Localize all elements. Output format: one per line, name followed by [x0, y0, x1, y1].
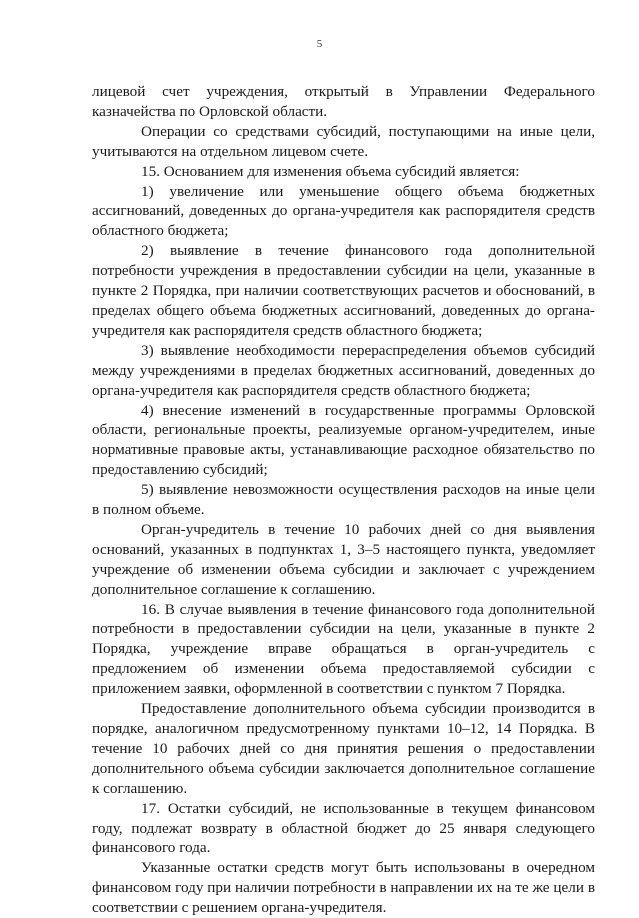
paragraph-continuation: лицевой счет учреждения, открытый в Управлении Федерального казначейства по Орловской области. — [92, 83, 595, 120]
document-body — [92, 82, 595, 918]
paragraph-remaining-funds: Указанные остатки средств могут быть использованы в очередном финансовом году при наличии потребности в направлении их на те же цели в соответствии с решением органа-учредителя. — [92, 859, 595, 917]
paragraph-clause-17: 17. Остатки субсидий, не использованные в текущем финансовом году, подлежат возврату в областной бюджет до 25 января следующего финансового года. — [92, 799, 595, 857]
paragraph-item-3: 3) выявление необходимости перераспределения объемов субсидий между учреждениями в пределах бюджетных ассигнований, доведенных до органа-учредителя как распорядителя средств областного бюджета; — [92, 341, 595, 399]
paragraph-notification: Орган-учредитель в течение 10 рабочих дней со дня выявления оснований, указанных в подпунктах 1, 3–5 настоящего пункта, уведомляет учреждение об изменении объема субсидии и заключает с учреждением дополнительное соглашение к соглашению. — [92, 520, 595, 598]
page-number: 5 — [316, 38, 323, 50]
paragraph-item-4: 4) внесение изменений в государственные программы Орловской области, региональные проекты, реализуемые органом-учредителем, иные нормативные правовые акты, устанавливающие расходное обязательство по предоставлению субсидий; — [92, 401, 595, 479]
paragraph-clause-16: 16. В случае выявления в течение финансового года дополнительной потребности в предоставлении субсидии на цели, указанные в пункте 2 Порядка, учреждение вправе обращаться в орган-учредитель с предложением об изменении объема предоставляемой субсидии с приложением заявки, оформленной в соответствии с пунктом 7 Порядка. — [92, 600, 595, 698]
paragraph-item-2: 2) выявление в течение финансового года дополнительной потребности учреждения в предоставлении субсидии на цели, указанные в пункте 2 Порядка, при наличии соответствующих расчетов и обоснований, в пределах общего объема бюджетных ассигнований, доведенных до органа-учредителя как распорядителя средств областного бюджета; — [92, 242, 595, 339]
paragraph-additional-volume: Предоставление дополнительного объема субсидии производится в порядке, аналогичном предусмотренному пунктами 10–12, 14 Порядка. В течение 10 рабочих дней со дня принятия решения о предоставлении дополнительного объема субсидии заключается дополнительное соглашение к соглашению. — [92, 700, 595, 797]
paragraph-item-1: 1) увеличение или уменьшение общего объема бюджетных ассигнований, доведенных до органа-учредителя как распорядителя средств областного бюджета; — [92, 182, 595, 240]
paragraph-clause-15: 15. Основанием для изменения объема субсидий является: — [141, 162, 520, 180]
paragraph-operations: Операции со средствами субсидий, поступающими на иные цели, учитываются на отдельном лицевом счете. — [92, 122, 595, 160]
paragraph-item-5: 5) выявление невозможности осуществления расходов на иные цели в полном объеме. — [92, 481, 595, 519]
